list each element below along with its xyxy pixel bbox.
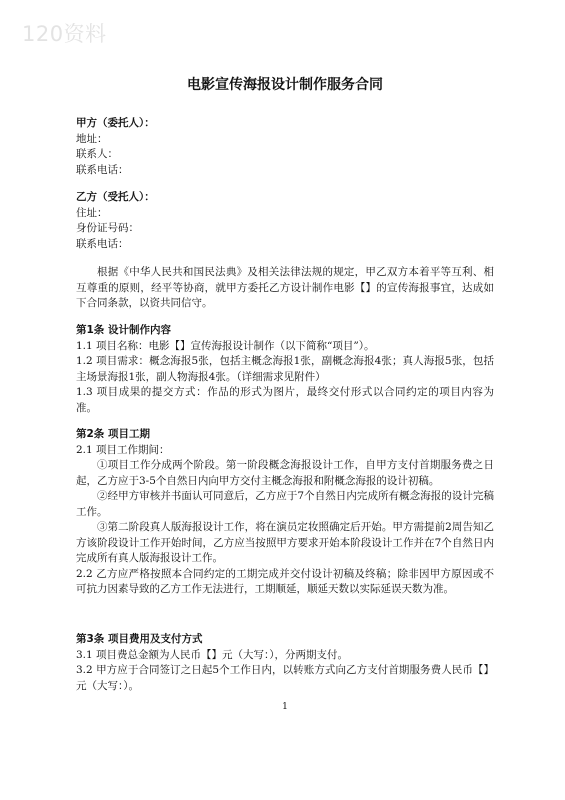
article-2-phase3: ③第二阶段真人版海报设计工作，将在演员定妆照确定后开始。甲方需提前2周告知乙方该阶段设计工作开始时间，乙方应当按照甲方要求开始本阶段设计工作并在7个自然日内完成所有真人版海报设计工作。 xyxy=(76,521,494,564)
article-1-item: 1.1 项目名称：电影【】宣传海报设计制作（以下简称“项目”）。 xyxy=(76,339,375,352)
article-3-item: 3.2 甲方应于合同签订之日起5个工作日内，以转账方式向乙方支付首期服务费人民币【】元（大写：）。 xyxy=(76,664,494,692)
preamble-text: 根据《中华人民共和国民法典》及相关法律法规的规定，甲乙双方本着平等互利、相互尊重的原则，经平等协商，就甲方委托乙方设计制作电影【】的宣传海报事宜，达成如下合同条款，以资共同信守。 xyxy=(76,266,494,309)
party-a-phone: 联系电话： xyxy=(76,163,129,176)
article-2 xyxy=(76,427,494,598)
article-1-heading: 第1条 设计制作内容 xyxy=(76,324,171,336)
article-3-heading: 第3条 项目费用及支付方式 xyxy=(76,633,203,645)
article-1 xyxy=(76,323,494,416)
article-2-phase2: ②经甲方审核并书面认可同意后，乙方应于7个自然日内完成所有概念海报的设计完稿工作。 xyxy=(76,490,494,518)
party-b-section xyxy=(76,190,494,252)
article-2-phase1: ①项目工作分成两个阶段。第一阶段概念海报设计工作，自甲方支付首期服务费之日起，乙方应于3-5个自然日内向甲方交付主概念海报和附概念海报的设计初稿。 xyxy=(76,459,494,487)
preamble xyxy=(76,265,494,312)
watermark-logo: 120资料 xyxy=(22,22,107,46)
article-3-item: 3.1 项目费总金额为人民币【】元（大写：），分两期支付。 xyxy=(76,648,349,661)
page-number: 1 xyxy=(282,702,288,712)
party-b-phone: 联系电话： xyxy=(76,237,129,250)
article-1-item: 1.2 项目需求：概念海报5张，包括主概念海报1张，副概念海报4张；真人海报5张，包括主场景海报1张，副人物海报4张。（详细需求见附件） xyxy=(76,355,494,383)
party-b-heading: 乙方（受托人）： xyxy=(76,191,155,203)
article-1-item: 1.3 项目成果的提交方式：作品的形式为图片，最终交付形式以合同约定的项目内容为准。 xyxy=(76,386,494,414)
party-b-address: 住址： xyxy=(76,206,108,219)
article-2-heading: 第2条 项目工期 xyxy=(76,428,150,440)
party-a-heading: 甲方（委托人）： xyxy=(76,117,155,129)
article-2-sub2: 2.2 乙方应严格按照本合同约定的工期完成并交付设计初稿及终稿；除非因甲方原因或不可抗力因素导致的乙方工作无法进行，工期顺延，顺延天数以实际延误天数为准。 xyxy=(76,567,494,595)
party-a-address: 地址： xyxy=(76,132,108,145)
party-b-id-number: 身份证号码： xyxy=(76,222,139,234)
party-a-section xyxy=(76,116,494,178)
document-title: 电影宣传海报设计制作服务合同 xyxy=(187,77,383,93)
article-2-sub1: 2.1 项目工作期间： xyxy=(76,443,170,456)
party-a-contact: 联系人： xyxy=(76,148,118,160)
article-3 xyxy=(76,632,494,694)
